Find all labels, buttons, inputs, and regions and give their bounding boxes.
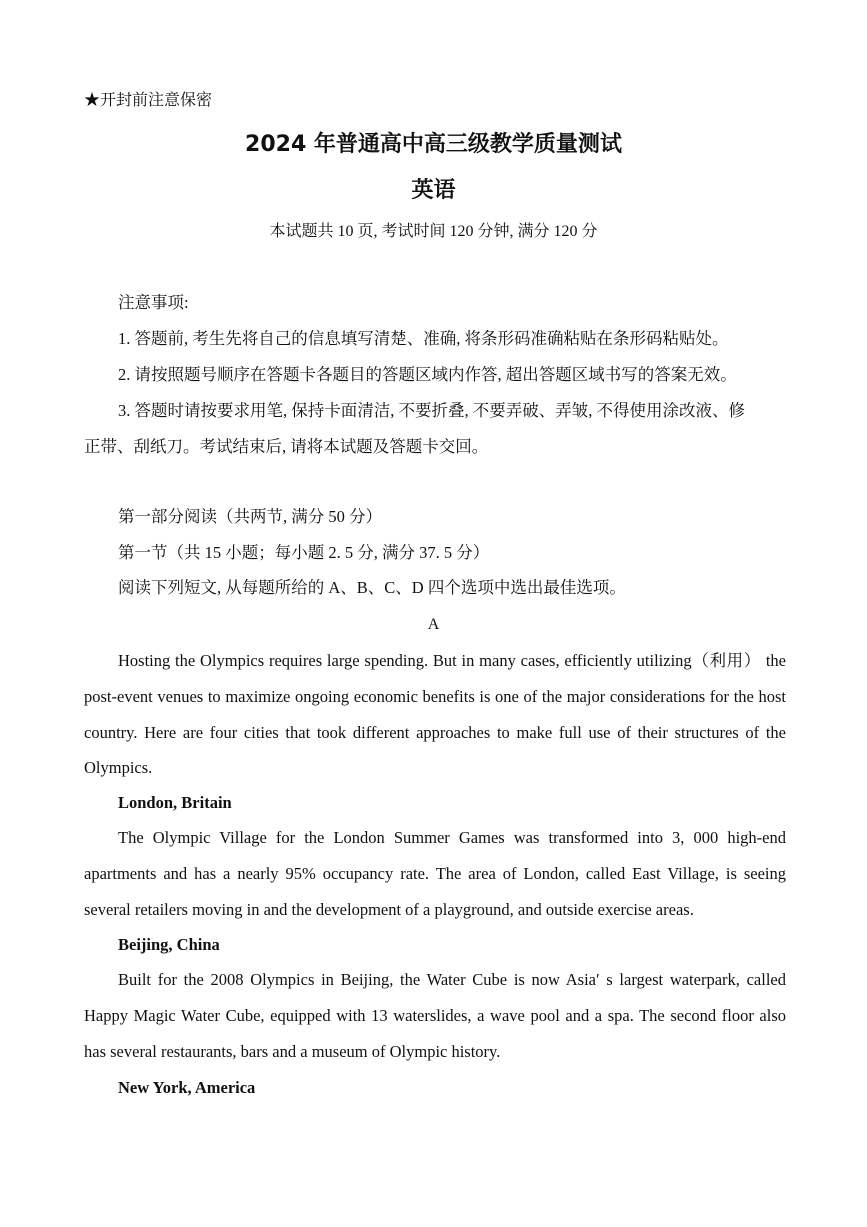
notes-title: 注意事项: <box>118 293 189 312</box>
exam-title: 2024 年普通高中高三级教学质量测试 <box>245 132 622 157</box>
note-item-3: 3. 答题时请按要求用笔, 保持卡面清洁, 不要折叠, 不要弄破、弄皱, 不得使用涂改液、修 <box>118 401 745 420</box>
note-item-2: 2. 请按照题号顺序在答题卡各题目的答题区域内作答, 超出答题区域书写的答案无效。 <box>118 365 737 384</box>
exam-info: 本试题共 10 页, 考试时间 120 分钟, 满分 120 分 <box>269 223 598 240</box>
section-instruction: 阅读下列短文, 从每题所给的 A、B、C、D 四个选项中选出最佳选项。 <box>118 578 626 597</box>
section-part-title: 第一部分阅读（共两节, 满分 50 分） <box>118 507 382 526</box>
note-item-3-continued: 正带、刮纸刀。考试结束后, 请将本试题及答题卡交回。 <box>84 437 489 456</box>
london-paragraph: The Olympic Village for the London Summer Games was transformed into 3, 000 high-end apartments and has a nearly 95% occupancy rate. The area of London, called East Village, is seeing several retailers moving in and the development of a playground, and outside exercise areas. <box>84 828 786 919</box>
passage-letter: A <box>427 616 440 633</box>
section-sub-title: 第一节（共 15 小题；每小题 2. 5 分, 满分 37. 5 分） <box>118 543 490 562</box>
beijing-heading: Beijing, China <box>118 935 220 954</box>
confidential-notice: ★开封前注意保密 <box>84 92 213 109</box>
passage-intro: Hosting the Olympics requires large spending. But in many cases, efficiently utilizing（利用） the post-event venues to maximize ongoing economic benefits is one of the major considerations for the host country. Here are four cities that took different approaches to make full use of their structures of the Olympics. <box>84 651 786 778</box>
newyork-heading: New York, America <box>118 1078 256 1097</box>
london-heading: London, Britain <box>118 793 232 812</box>
note-item-1: 1. 答题前, 考生先将自己的信息填写清楚、准确, 将条形码准确粘贴在条形码粘贴处。 <box>118 329 729 348</box>
beijing-paragraph: Built for the 2008 Olympics in Beijing, the Water Cube is now Asia′ s largest waterpark, called Happy Magic Water Cube, equipped with 13 waterslides, a wave pool and a spa. The second floor also has several restaurants, bars and a museum of Olympic history. <box>84 970 786 1061</box>
subject-title: 英语 <box>411 178 456 203</box>
